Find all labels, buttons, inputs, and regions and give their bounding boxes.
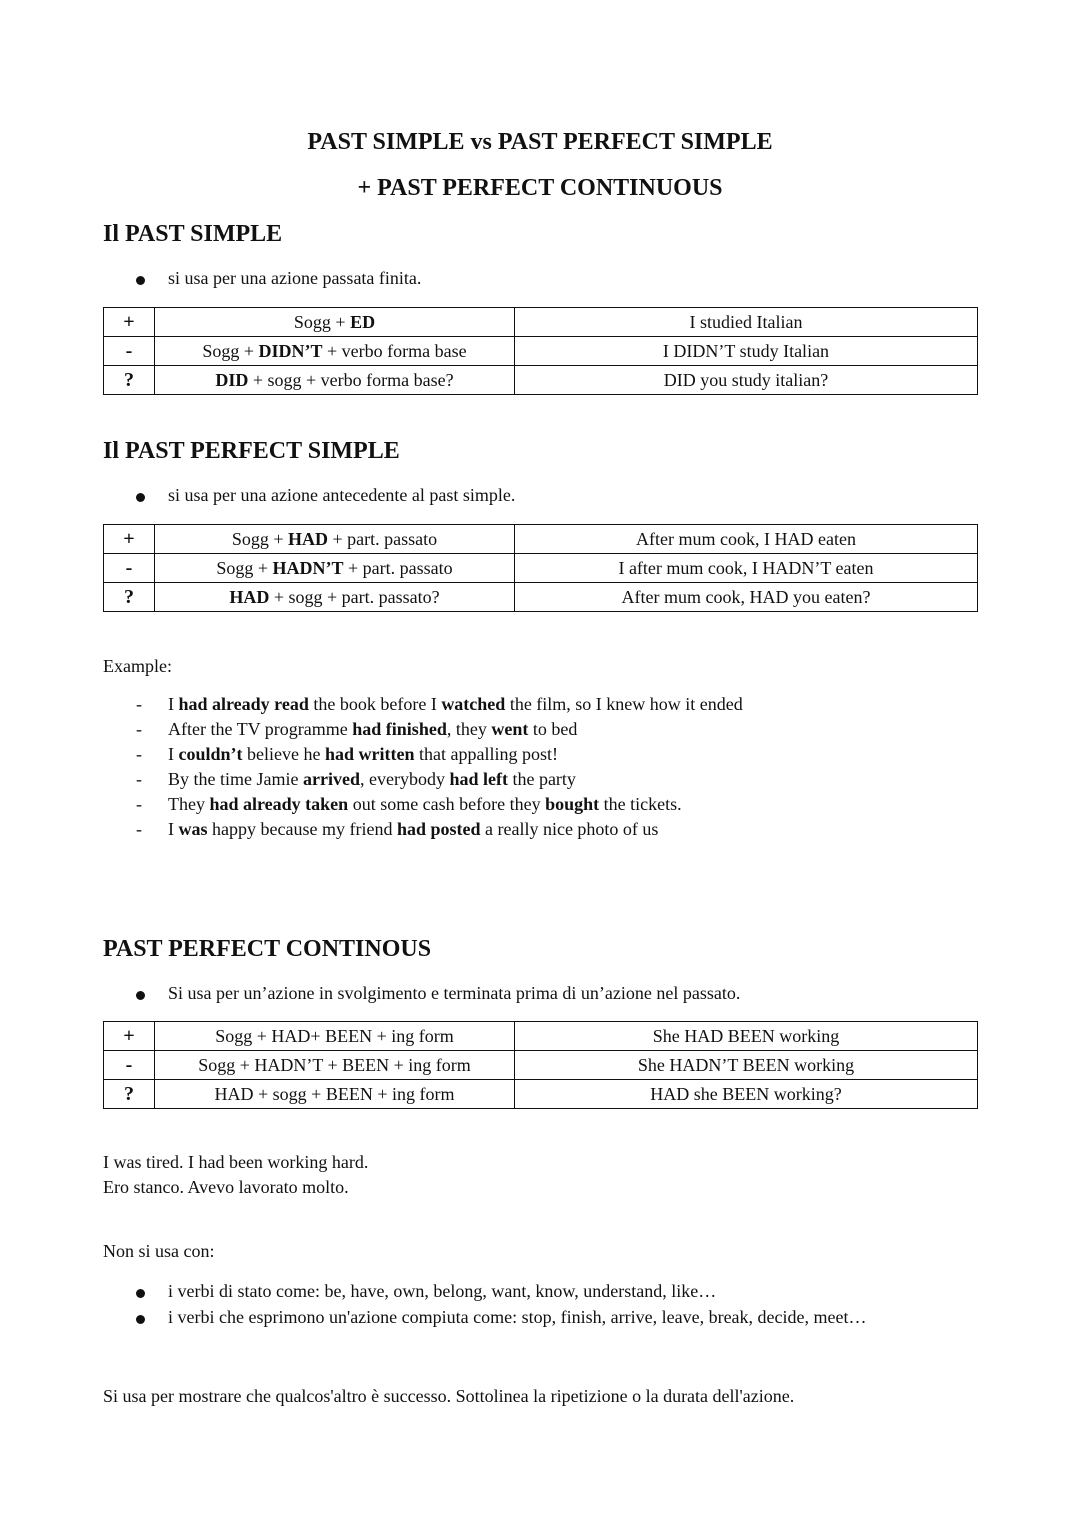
past-perfect-simple-row xyxy=(104,583,978,612)
form-symbol: + xyxy=(104,1022,155,1051)
form-symbol: - xyxy=(104,1051,155,1080)
form-example: HAD she BEEN working? xyxy=(515,1080,978,1109)
bullet-icon xyxy=(136,1315,145,1324)
past-simple-usage: si usa per una azione passata finita. xyxy=(168,268,422,288)
form-rule: HAD + sogg + part. passato? xyxy=(155,583,515,612)
form-example: I after mum cook, I HADN’T eaten xyxy=(515,554,978,583)
example-sentence: I couldn’t believe he had written that appalling post! xyxy=(168,744,558,764)
past-perfect-simple-row xyxy=(104,525,978,554)
example-italian: Ero stanco. Avevo lavorato molto. xyxy=(103,1177,349,1197)
dash-marker: - xyxy=(136,694,142,714)
past-simple-table xyxy=(103,307,978,395)
form-symbol: ? xyxy=(104,366,155,395)
past-perfect-simple-heading: Il PAST PERFECT SIMPLE xyxy=(103,438,400,464)
form-example: After mum cook, HAD you eaten? xyxy=(515,583,978,612)
past-perfect-simple-row xyxy=(104,554,978,583)
dash-marker: - xyxy=(136,719,142,739)
example-label: Example: xyxy=(103,656,172,676)
past-simple-row xyxy=(104,366,978,395)
example-sentence: I had already read the book before I watched the film, so I knew how it ended xyxy=(168,694,743,714)
not-used-label: Non si usa con: xyxy=(103,1241,215,1261)
past-perfect-continuous-table xyxy=(103,1021,978,1109)
closing-note: Si usa per mostrare che qualcos'altro è successo. Sottolinea la ripetizione o la durata dell'azione. xyxy=(103,1386,795,1406)
past-simple-heading: Il PAST SIMPLE xyxy=(103,221,283,247)
page-title-line2: + PAST PERFECT CONTINUOUS xyxy=(357,175,723,201)
dash-marker: - xyxy=(136,794,142,814)
dash-marker: - xyxy=(136,819,142,839)
past-perfect-continuous-row xyxy=(104,1080,978,1109)
form-symbol: ? xyxy=(104,583,155,612)
form-example: She HAD BEEN working xyxy=(515,1022,978,1051)
form-symbol: - xyxy=(104,337,155,366)
past-perfect-continuous-row xyxy=(104,1022,978,1051)
form-rule: Sogg + DIDN’T + verbo forma base xyxy=(155,337,515,366)
past-perfect-continuous-heading: PAST PERFECT CONTINOUS xyxy=(103,936,432,962)
bullet-icon xyxy=(136,991,145,1000)
form-symbol: ? xyxy=(104,1080,155,1109)
example-sentence: After the TV programme had finished, they went to bed xyxy=(168,719,578,739)
page-title-line1: PAST SIMPLE vs PAST PERFECT SIMPLE xyxy=(307,129,773,155)
form-rule: HAD + sogg + BEEN + ing form xyxy=(155,1080,515,1109)
bullet-icon xyxy=(136,493,145,502)
form-rule: Sogg + HAD+ BEEN + ing form xyxy=(155,1022,515,1051)
past-perfect-usage: si usa per una azione antecedente al past simple. xyxy=(168,485,516,505)
example-english: I was tired. I had been working hard. xyxy=(103,1152,369,1172)
example-sentence: By the time Jamie arrived, everybody had left the party xyxy=(168,769,576,789)
dash-marker: - xyxy=(136,744,142,764)
bullet-icon xyxy=(136,1289,145,1298)
not-used-item: i verbi di stato come: be, have, own, belong, want, know, understand, like… xyxy=(168,1281,717,1301)
past-perfect-continuous-row xyxy=(104,1051,978,1080)
form-example: I DIDN’T study Italian xyxy=(515,337,978,366)
past-perfect-continuous-usage: Si usa per un’azione in svolgimento e terminata prima di un’azione nel passato. xyxy=(168,983,741,1003)
not-used-item: i verbi che esprimono un'azione compiuta come: stop, finish, arrive, leave, break, decide, meet… xyxy=(168,1307,867,1327)
past-simple-row xyxy=(104,308,978,337)
past-simple-row xyxy=(104,337,978,366)
form-symbol: - xyxy=(104,554,155,583)
past-perfect-simple-table xyxy=(103,524,978,612)
form-example: DID you study italian? xyxy=(515,366,978,395)
example-sentence: They had already taken out some cash before they bought the tickets. xyxy=(168,794,682,814)
form-rule: Sogg + HADN’T + BEEN + ing form xyxy=(155,1051,515,1080)
form-example: I studied Italian xyxy=(515,308,978,337)
form-rule: Sogg + HADN’T + part. passato xyxy=(155,554,515,583)
bullet-icon xyxy=(136,276,145,285)
form-symbol: + xyxy=(104,308,155,337)
example-sentence: I was happy because my friend had posted a really nice photo of us xyxy=(168,819,659,839)
form-rule: DID + sogg + verbo forma base? xyxy=(155,366,515,395)
dash-marker: - xyxy=(136,769,142,789)
form-rule: Sogg + ED xyxy=(155,308,515,337)
form-rule: Sogg + HAD + part. passato xyxy=(155,525,515,554)
form-symbol: + xyxy=(104,525,155,554)
form-example: After mum cook, I HAD eaten xyxy=(515,525,978,554)
form-example: She HADN’T BEEN working xyxy=(515,1051,978,1080)
